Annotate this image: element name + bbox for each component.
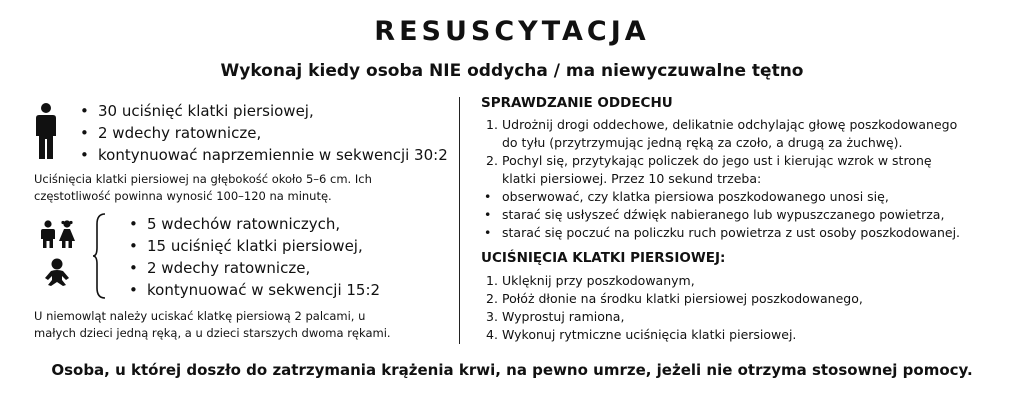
breathing-step (482, 152, 1012, 188)
adult-note-line: Uciśnięcia klatki piersiowej na głębokość około 5–6 cm. Ich (34, 172, 372, 186)
child-note-line: małych dzieci jedną ręką, a u dzieci starszych dwoma rękami. (34, 326, 391, 340)
step-text: Uklęknij przy poszkodowanym, (502, 273, 695, 288)
breathing-check: • starać się poczuć na policzku ruch powietrza z ust osoby poszkodowanej. (482, 224, 960, 242)
baby-icon (44, 258, 70, 290)
step-text: Wyprostuj ramiona, (502, 309, 625, 324)
child-step: • 5 wdechów ratowniczych, (127, 213, 380, 235)
adult-steps-list (78, 100, 448, 166)
breathing-check: • starać się usłyszeć dźwięk nabieranego lub wypuszczanego powietrza, (482, 206, 960, 224)
compressions-section-title: UCIŚNIĘCIA KLATKI PIERSIOWEJ: (481, 250, 726, 266)
breathing-step (482, 116, 1012, 152)
step-line: Pochyl się, przytykając policzek do jego ust i kierując wzrok w stronę (502, 153, 932, 168)
child-note-line: U niemowląt należy uciskać klatkę piersiową 2 palcami, u (34, 309, 366, 323)
step-text: Wykonuj rytmiczne uciśnięcia klatki piersiowej. (502, 327, 797, 342)
adult-step: • kontynuować naprzemiennie w sekwencji 30:2 (78, 144, 448, 166)
children-icon (40, 220, 76, 252)
step-line: klatki piersiowej. Przez 10 sekund trzeba: (502, 171, 762, 186)
adult-step: • 2 wdechy ratownicze, (78, 122, 448, 144)
child-step: • 2 wdechy ratownicze, (127, 257, 380, 279)
compressions-steps-list (482, 272, 863, 344)
breathing-steps-list (482, 116, 1012, 188)
step-number: 1. (486, 273, 498, 288)
step-number: 4. (486, 327, 498, 342)
footer-warning: Osoba, u której doszło do zatrzymania krążenia krwi, na pewno umrze, jeżeli nie otrzyma stosownej pomocy. (51, 361, 973, 379)
step-number: 2. (486, 291, 498, 306)
curly-brace-icon (92, 212, 108, 304)
child-note (34, 308, 391, 342)
compression-step (482, 308, 863, 326)
column-divider (459, 97, 460, 344)
page-title: RESUSCYTACJA (374, 16, 650, 47)
step-text: Połóż dłonie na środku klatki piersiowej poszkodowanego, (502, 291, 863, 306)
child-step: • 15 uciśnięć klatki piersiowej, (127, 235, 380, 257)
step-line: do tyłu (przytrzymując jedną ręką za czoło, a drugą za żuchwę). (502, 135, 903, 150)
adult-note-line: częstotliwość powinna wynosić 100–120 na minutę. (34, 189, 332, 203)
step-number: 3. (486, 309, 498, 324)
child-step: • kontynuować w sekwencji 15:2 (127, 279, 380, 301)
compression-step (482, 272, 863, 290)
breathing-check: • obserwować, czy klatka piersiowa poszkodowanego unosi się, (482, 188, 960, 206)
breathing-section-title: SPRAWDZANIE ODDECHU (481, 95, 673, 111)
adult-note (34, 171, 372, 205)
adult-step: • 30 uciśnięć klatki piersiowej, (78, 100, 448, 122)
adult-person-icon (35, 103, 57, 163)
step-number: 1. (486, 117, 498, 132)
step-line: Udrożnij drogi oddechowe, delikatnie odchylając głowę poszkodowanego (502, 117, 958, 132)
breathing-checks-list (482, 188, 960, 242)
compression-step (482, 326, 863, 344)
step-number: 2. (486, 153, 498, 168)
child-steps-list (127, 213, 380, 301)
page-subtitle: Wykonaj kiedy osoba NIE oddycha / ma niewyczuwalne tętno (220, 61, 804, 81)
compression-step (482, 290, 863, 308)
